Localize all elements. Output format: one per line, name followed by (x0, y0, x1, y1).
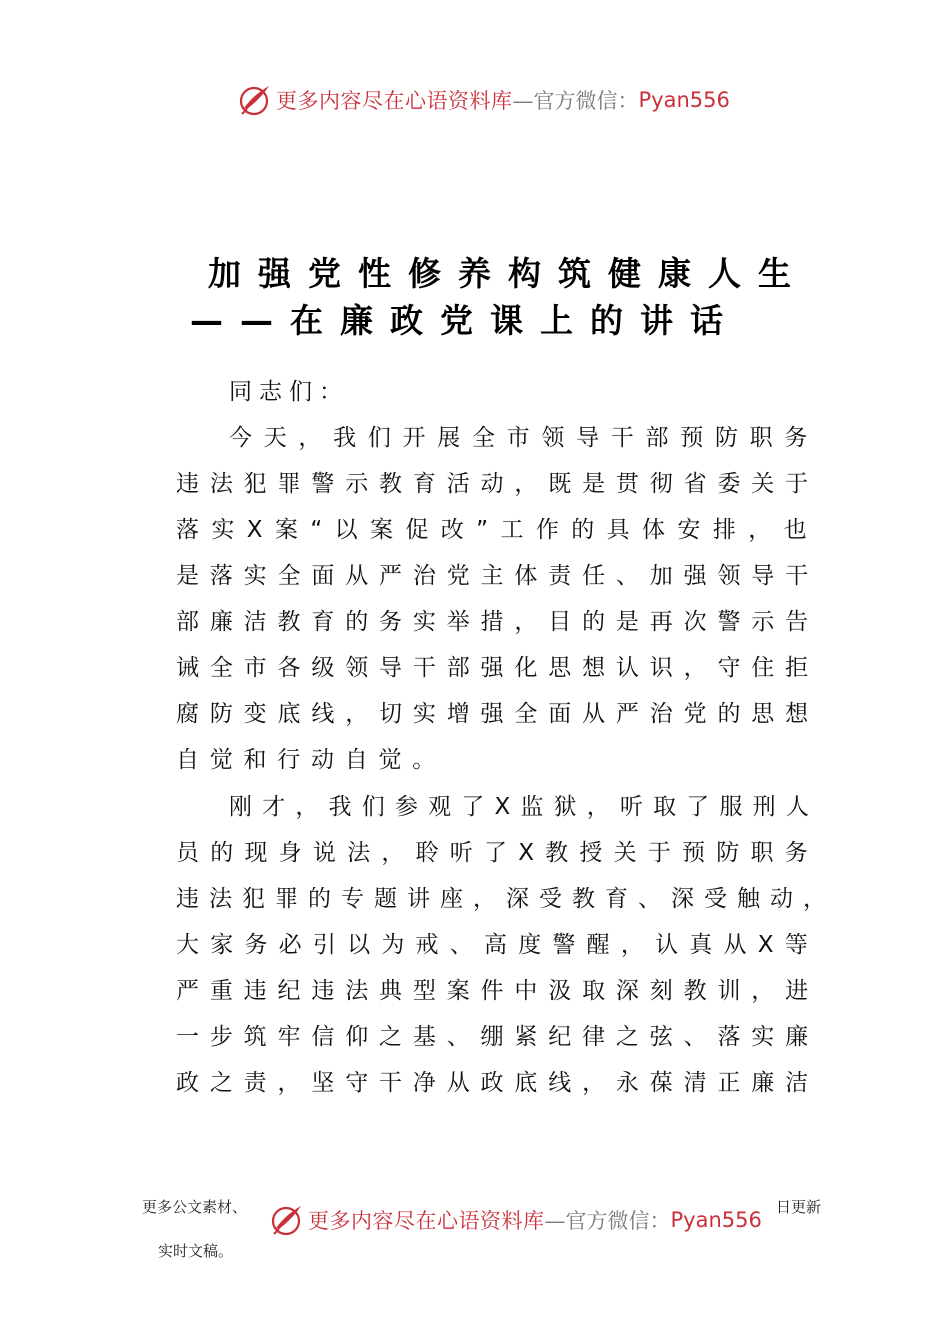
body-line: 诫全市各级领导干部强化思想认识，守住拒 (176, 655, 819, 681)
body-line: 今天，我们开展全市领导干部预防职务 (229, 425, 820, 451)
watermark-tail: —官方微信： (512, 89, 639, 113)
body-line: 违法犯罪警示教育活动，既是贯彻省委关于 (176, 471, 819, 497)
footer-right-top: 日更新 (776, 1198, 822, 1216)
header-watermark (236, 82, 730, 118)
body-line: 同志们： (229, 379, 349, 405)
body-line: 部廉洁教育的务实举措，目的是再次警示告 (176, 609, 819, 635)
watermark-brand: 更多内容尽在心语资料库 (276, 89, 513, 113)
document-title: 加强党性修养构筑健康人生 (208, 254, 808, 293)
body-line: 违法犯罪的专题讲座，深受教育、深受触动， (176, 886, 836, 912)
body-line: 一步筑牢信仰之基、绷紧纪律之弦、落实廉 (176, 1024, 819, 1050)
watermark-handle: Pyan556 (670, 1208, 762, 1232)
watermark-brand: 更多内容尽在心语资料库 (308, 1209, 545, 1233)
footer-left-bottom: 实时文稿。 (158, 1242, 234, 1260)
body-line: 严重违纪违法典型案件中汲取深刻教训，进 (176, 978, 819, 1004)
body-line: 落实X案“以案促改”工作的具体安排，也 (176, 517, 819, 543)
quill-logo-icon (268, 1202, 304, 1238)
watermark-tail: —官方微信： (544, 1209, 671, 1233)
body-line: 腐防变底线，切实增强全面从严治党的思想 (176, 701, 819, 727)
body-line: 大家务必引以为戒、高度警醒，认真从X等 (176, 932, 819, 958)
watermark-handle: Pyan556 (638, 88, 730, 112)
body-line: 员的现身说法，聆听了X教授关于预防职务 (176, 840, 819, 866)
footer-watermark (268, 1202, 762, 1238)
body-line: 是落实全面从严治党主体责任、加强领导干 (176, 563, 819, 589)
document-subtitle: ——在廉政党课上的讲话 (190, 301, 740, 340)
body-line: 政之责，坚守干净从政底线，永葆清正廉洁 (176, 1070, 819, 1096)
body-line: 刚才，我们参观了X监狱，听取了服刑人 (229, 794, 819, 820)
footer-left-top: 更多公文素材、 (142, 1198, 248, 1216)
body-line: 自觉和行动自觉。 (176, 747, 446, 773)
quill-logo-icon (236, 82, 272, 118)
